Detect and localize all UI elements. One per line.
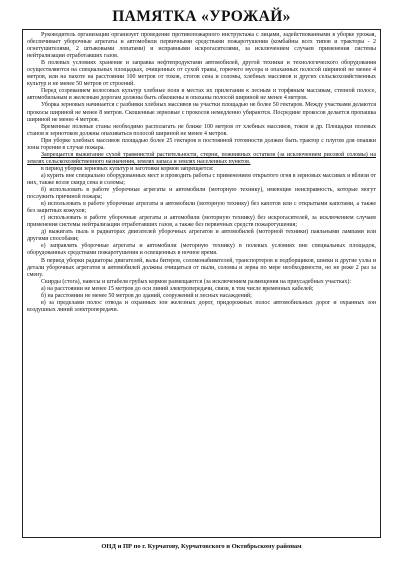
paragraph-item-e: е) заправлять уборочные агрегаты и автомобили (моторную технику) в полевых условиях вне специальных площадок, оборудованных средствами пожаротушения и освещенных в ночное время. — [27, 243, 376, 257]
paragraph-item-a: а) курить вне специально оборудованных мест и проводить работы с применением открытого огня в зерновых массивах и вблизи от них, также возле скирд сена и соломы; — [27, 172, 376, 186]
page-title: ПАМЯТКА «УРОЖАЙ» — [112, 8, 291, 25]
footer-signature: ОНД и ПР по г. Курчатову, Курчатовского и Октябрьскому районам — [101, 543, 302, 550]
paragraph-prohibited-intro: в период уборки зерновых культур и заготовки кормов запрещается: — [41, 165, 214, 172]
paragraph-burning-prohibition: Запрещается выжигание сухой травянистой растительности, стерни, пожнивных остатков (за исключением рисовой соломы) на землях сельскохозяйственного назначения, землях запаса и землях населенных пунктов. — [27, 151, 376, 165]
paragraph-cleaning: В период уборки радиаторы двигателей, валы битеров, соломонабивателей, транспортеров и подборщиков, шнеки и другие узлы и детали уборочных агрегатов и автомобилей должны очищаться от пыли, соломы и зерна по мере необходимости, но не реже 2 раз за смену. — [27, 257, 376, 278]
paragraph-stacks-b: б) на расстоянии не менее 50 метров до зданий, сооружений и лесных насаждений; — [41, 292, 252, 299]
paragraph-stacks-v: в) за пределами полос отвода и охранных зон железных дорог, придорожных полос автомобильных дорог и охранных зон воздушных линий электропередачи. — [27, 299, 376, 313]
paragraph-field-mowing: Перед созреванием колосовых культур хлебные поля в местах их прилегания к лесным и торфяным массивам, степной полосе, автомобильным и железным дорогам должны быть обкошены и опаханы полосой шириной не менее 4 метров. — [27, 88, 376, 102]
paragraph-item-d: д) выжигать пыль в радиаторах двигателей уборочных агрегатов и автомобилей (моторной техники) паяльными лампами или другими способами; — [27, 229, 376, 243]
memo-body — [22, 29, 381, 538]
paragraph-item-v: в) использовать в работе уборочные агрегаты и автомобили (моторную технику) без капотов или с открытыми капотами, а также без защитных кожухов; — [27, 201, 376, 215]
paragraph-item-b: б) использовать в работе уборочные агрегаты и автомобили (моторную технику), имеющие неисправность, которые могут послужить причиной пожара; — [27, 187, 376, 201]
paragraph-fuel-storage: В полевых условиях хранение и заправка нефтепродуктами автомобилей, другой техники и технологического оборудования осуществляются на специальных площадках, очищенных от сухой травы, горючего мусора и опаханных полосой шириной не менее 4 метров, или на пахоте на расстоянии 100 метров от токов, стогов сена и соломы, хлебных массивов и других сельскохозяйственных культур и не менее 50 метров от строений. — [27, 60, 376, 88]
paragraph-stacks-a: а) на расстоянии не менее 15 метров до оси линий электропередачи, связи, в том числе временных кабелей; — [41, 285, 314, 292]
paragraph-field-camps: Временные полевые станы необходимо располагать не ближе 100 метров от хлебных массивов, токов и др. Площадки полевых станов и зернотоков должны опахиваться полосой шириной не менее 4 метров. — [27, 123, 376, 137]
paragraph-item-g: г) использовать в работе уборочные агрегаты и автомобили (моторную технику) без искрогасителей, за исключением случаев применения системы нейтрализации отработавших газов, а также без первичных средств пожаротушения; — [27, 215, 376, 229]
paragraph-stacks-intro: Скирды (стога), навесы и штабеля грубых кормов размещаются (за исключением размещения на приусадебных участках): — [41, 278, 352, 285]
paragraph-instruction: Руководитель организации организует проведение противопожарного инструктажа с лицами, задействованными в уборке урожая, обеспечивает уборочные агрегаты и автомобили первичными средствами пожаротушения (комбайны всех типов и тракторы - 2 огнетушителями, 2 штыковыми лопатами) и исправными искрогасителями, за исключением случаев применения системы нейтрализации отработавших газов. — [27, 32, 376, 60]
paragraph-harvest-start: Уборка зерновых начинается с разбивки хлебных массивов на участки площадью не более 50 гектаров. Между участками делаются прокосы шириной не менее 8 метров. Скошенные зерновые с прокосов немедленно убираются. Посредине прокосов делается пропашка шириной не менее 4 метров. — [27, 102, 376, 123]
paragraph-tractor-ready: При уборке хлебных массивов площадью более 25 гектаров в постоянной готовности должен быть трактор с плугом для опашки зоны горения в случае пожара. — [27, 137, 376, 151]
